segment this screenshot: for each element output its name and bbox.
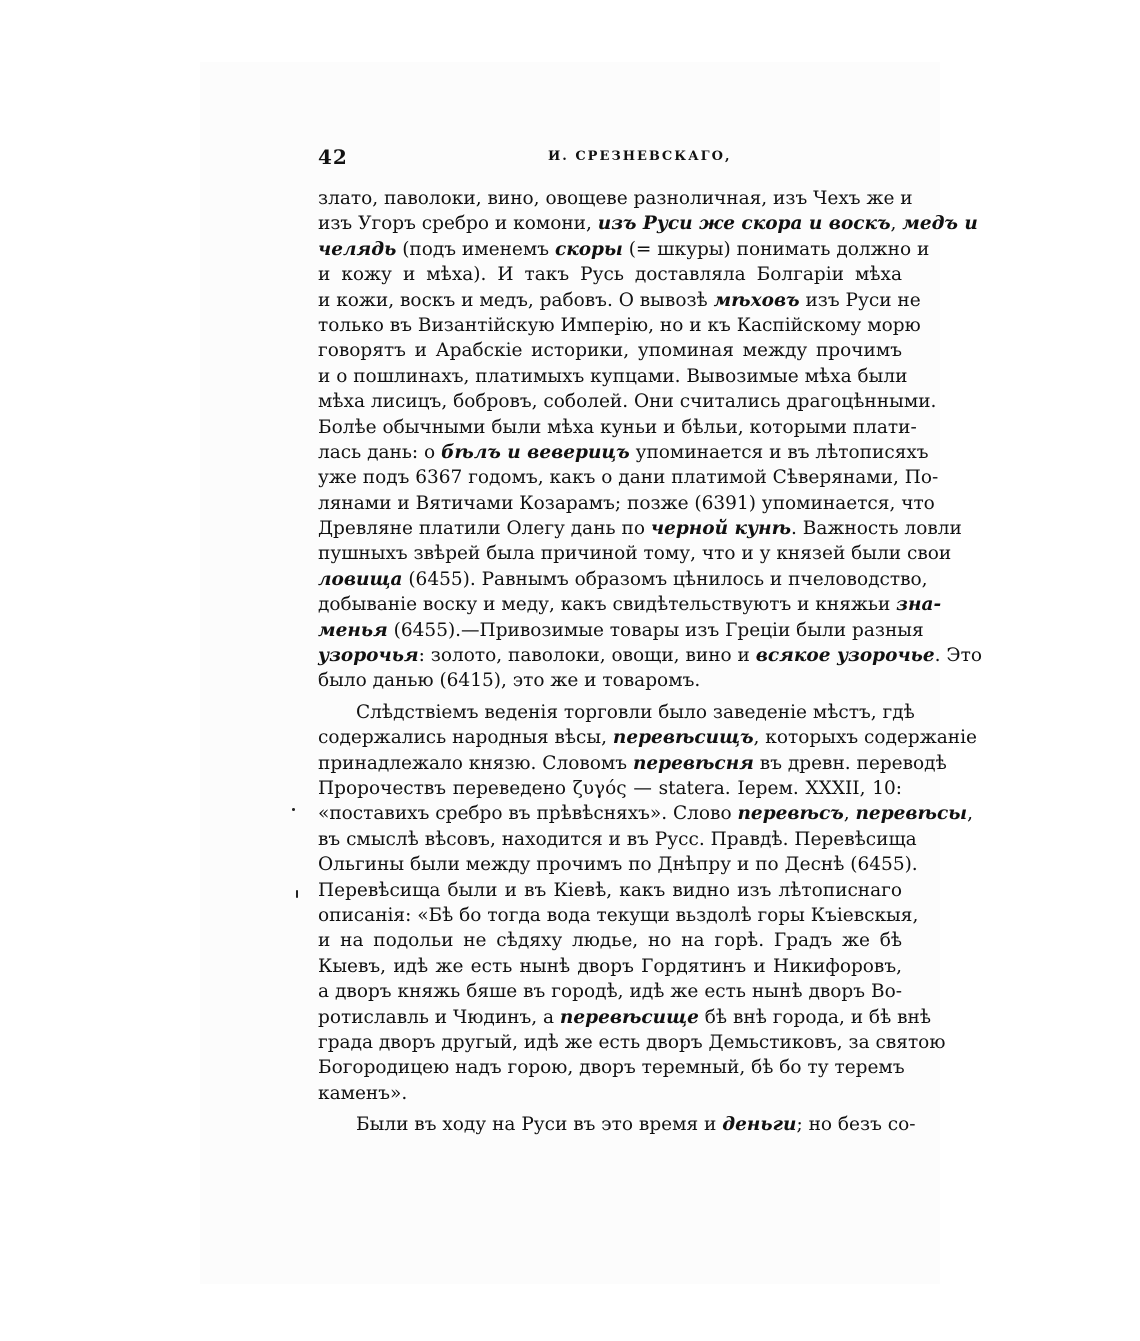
text-line	[318, 852, 918, 877]
text-line	[318, 440, 929, 465]
text-line	[318, 801, 973, 826]
emphasized-text: узорочья	[318, 645, 419, 667]
text-line	[318, 979, 902, 1004]
text-run: (6455). Равнымъ образомъ цѣнилось и пчеловодство,	[402, 568, 928, 590]
emphasized-text: скоры	[554, 238, 623, 260]
text-run: изъ Угоръ сребро и комони,	[318, 213, 598, 235]
text-line	[318, 262, 902, 287]
emphasized-text: ловища	[318, 568, 403, 590]
text-run: Болѣе обычными были мѣха куньи и бѣльи, которыми плати-	[318, 416, 917, 438]
text-run: пушныхъ звѣрей была причиной тому, что и у князей были свои	[318, 543, 952, 565]
text-run: въ смыслѣ вѣсовъ, находится и въ Русс. Правдѣ. Перевѣсища	[318, 828, 917, 850]
text-line	[318, 668, 902, 693]
text-run: . Важность ловли	[791, 518, 962, 540]
text-line	[318, 491, 935, 516]
text-run: и на подольи не сѣдяху людье, но на горѣ. Градъ же бѣ	[318, 930, 902, 952]
text-run: злато, паволоки, вино, овощеве разноличная, изъ Чехъ же и	[318, 188, 913, 209]
text-run: было данью (6415), это же и товаромъ.	[318, 670, 701, 692]
text-line	[318, 186, 913, 211]
text-line	[318, 751, 947, 776]
text-line	[318, 541, 952, 566]
body-text	[318, 186, 982, 1137]
text-line	[318, 1030, 946, 1055]
emphasized-text: перевѣсъ	[737, 803, 844, 825]
text-line	[318, 1081, 902, 1106]
text-line	[318, 364, 908, 389]
text-line	[318, 643, 982, 668]
text-run: . Это	[934, 645, 982, 667]
text-run: (подъ именемъ	[396, 238, 555, 260]
text-run: ,	[967, 803, 973, 825]
text-run: Ольгины были между прочимъ по Днѣпру и по Деснѣ (6455).	[318, 854, 918, 876]
text-line	[318, 903, 919, 928]
text-run: уже подъ 6367 годомъ, какъ о дани платимой Сѣверянами, По-	[318, 467, 939, 489]
text-run: описанія: «Бѣ бо тогда вода текущи вьздолѣ горы Къіевскыя,	[318, 904, 919, 926]
text-run: ,	[843, 803, 856, 825]
scan-speck	[292, 808, 295, 811]
text-line	[318, 211, 978, 236]
text-run: (= шкуры) понимать должно и	[622, 238, 930, 260]
text-run: только въ Византійскую Имперію, но и къ Каспійскому морю	[318, 314, 921, 336]
text-run: бѣ внѣ города, и бѣ внѣ	[698, 1006, 932, 1028]
emphasized-text: челядь	[318, 238, 397, 260]
text-run: лянами и Вятичами Козарамъ; позже (6391) упоминается, что	[318, 492, 935, 514]
paragraph	[318, 1112, 916, 1137]
text-line	[318, 1112, 916, 1137]
text-line	[318, 288, 921, 313]
running-head: И. СРЕЗНЕВСКАГО,	[548, 149, 732, 164]
paragraph	[318, 700, 977, 1106]
text-line	[318, 465, 939, 490]
text-line	[318, 827, 917, 852]
emphasized-text: мѣховъ	[713, 289, 800, 311]
text-line	[318, 516, 962, 541]
text-run: Были въ ходу на Руси въ это время и	[356, 1114, 723, 1136]
emphasized-text: деньги	[722, 1114, 797, 1136]
emphasized-text: медъ и	[902, 213, 978, 235]
text-line	[318, 1055, 905, 1080]
emphasized-text: всякое узорочье	[755, 645, 935, 667]
emphasized-text: черной кунѣ	[650, 518, 792, 540]
text-run: Кыевъ, идѣ же есть нынѣ дворъ Гордятинъ и Никифоровъ,	[318, 955, 902, 977]
text-run: и кожу и мѣха). И такъ Русь доставляла Болгаріи мѣха	[318, 264, 902, 286]
text-run: и кожи, воскъ и медъ, рабовъ. О вывозѣ	[318, 289, 714, 311]
text-line	[318, 725, 977, 750]
text-run: Богородицею надъ горою, дворъ теремный, бѣ бо ту теремъ	[318, 1057, 905, 1079]
emphasized-text: перевѣсищъ	[612, 727, 754, 749]
text-run: а дворъ княжь бяше въ городѣ, идѣ же есть нынѣ дворъ Во-	[318, 981, 902, 1003]
text-run: изъ Руси не	[799, 289, 921, 311]
emphasized-text: бѣлъ и веверицъ	[441, 441, 630, 463]
text-run: Перевѣсища были и въ Кіевѣ, какъ видно изъ лѣтописнаго	[318, 879, 902, 901]
text-run: мѣха лисицъ, бобровъ, соболей. Они считались драгоцѣнными.	[318, 391, 937, 413]
text-run: добываніе воску и меду, какъ свидѣтельствуютъ и княжьи	[318, 594, 897, 616]
emphasized-text: перевѣсы	[855, 803, 968, 825]
text-run: Слѣдствіемъ веденія торговли было заведеніе мѣстъ, гдѣ	[356, 701, 915, 723]
text-line	[318, 313, 921, 338]
text-line	[318, 338, 902, 363]
paragraph	[318, 186, 982, 694]
text-run: : золото, паволоки, овощи, вино и	[418, 645, 756, 667]
text-run: лась дань: о	[318, 441, 442, 463]
text-run: града дворъ другый, идѣ же есть дворъ Демьстиковъ, за святою	[318, 1031, 946, 1053]
emphasized-text: зна-	[896, 594, 942, 616]
text-run: принадлежало князю. Словомъ	[318, 752, 633, 774]
text-line	[318, 928, 902, 953]
text-run: и о пошлинахъ, платимыхъ купцами. Вывозимые мѣха были	[318, 365, 908, 387]
emphasized-text: перевѣсня	[632, 752, 754, 774]
text-run: говорятъ и Арабскіе историки, упоминая между прочимъ	[318, 340, 902, 362]
emphasized-text: менья	[318, 619, 388, 641]
text-run: ; но безъ со-	[796, 1114, 916, 1136]
text-line	[318, 237, 930, 262]
text-run: ,	[890, 213, 903, 235]
text-run: ротиславль и Чюдинъ, а	[318, 1006, 560, 1028]
text-run: каменъ».	[318, 1082, 408, 1104]
emphasized-text: изъ Руси же скора и воскъ	[597, 213, 891, 235]
text-line	[318, 1005, 932, 1030]
text-line	[318, 415, 917, 440]
text-line	[318, 618, 924, 643]
text-line	[318, 567, 928, 592]
text-line	[318, 878, 902, 903]
scan-speck	[296, 890, 298, 898]
text-run: (6455).—Привозимые товары изъ Греціи были разныя	[387, 619, 924, 641]
text-run: въ древн. переводѣ	[753, 752, 947, 774]
text-line	[318, 776, 902, 801]
text-line	[318, 700, 915, 725]
text-run: содержались народныя вѣсы,	[318, 727, 613, 749]
text-run: , которыхъ содержаніе	[753, 727, 977, 749]
text-run: упоминается и въ лѣтописяхъ	[629, 441, 929, 463]
text-line	[318, 592, 942, 617]
text-line	[318, 389, 937, 414]
page-number: 42	[318, 145, 348, 169]
text-run: Древляне платили Олегу дань по	[318, 518, 651, 540]
page-header	[318, 146, 902, 168]
text-run: «поставихъ сребро въ прѣвѣсняхъ». Слово	[318, 803, 738, 825]
text-run: Пророчествъ переведено ζυγός — statera. Іерем. XXXII, 10:	[318, 777, 902, 799]
text-line	[318, 954, 902, 979]
emphasized-text: перевѣсище	[559, 1006, 699, 1028]
